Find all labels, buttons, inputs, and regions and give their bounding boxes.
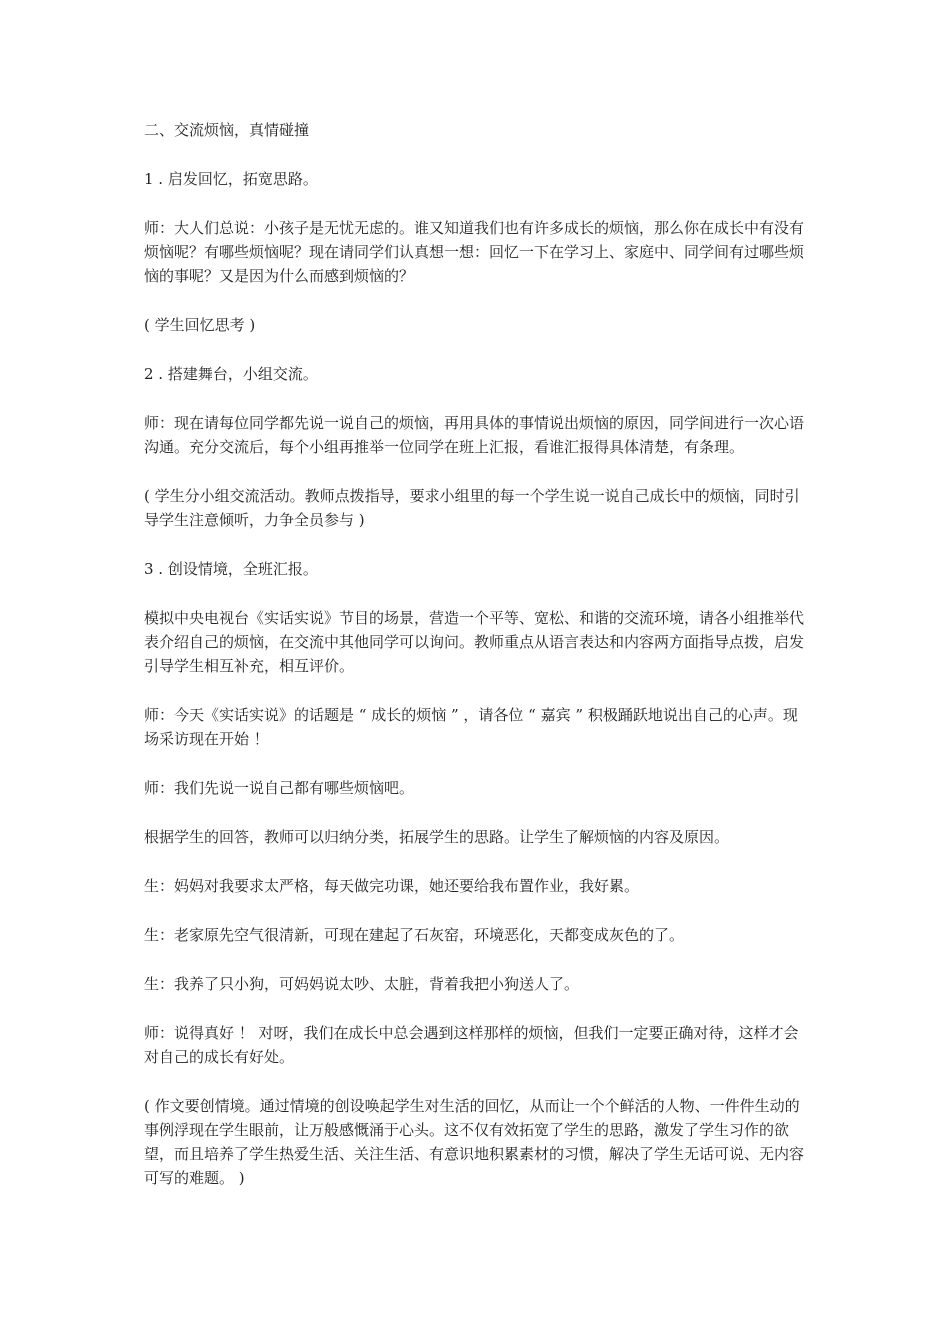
note-paragraph: ( 学生回忆思考 ) <box>144 316 256 334</box>
teacher-paragraph: 师：说得真好 ！ 对呀，我们在成长中总会遇到这样那样的烦恼，但我们一定要正确对待，这样才会对自己的成长有好处。 <box>144 1024 799 1066</box>
step-heading-1: 1 . 启发回忆，拓宽思路。 <box>144 170 318 188</box>
student-paragraph: 生：妈妈对我要求太严格，每天做完功课，她还要给我布置作业，我好累。 <box>144 877 640 895</box>
step-heading-3: 3 . 创设情境，全班汇报。 <box>144 560 318 578</box>
body-paragraph: 根据学生的回答，教师可以归纳分类，拓展学生的思路。让学生了解烦恼的内容及原因。 <box>144 828 730 846</box>
document-body <box>144 118 812 1215</box>
teacher-paragraph: 师：我们先说一说自己都有哪些烦恼吧。 <box>144 779 415 797</box>
body-paragraph: 模拟中央电视台《实话实说》节目的场景，营造一个平等、宽松、和谐的交流环境，请各小组推举代表介绍自己的烦恼，在交流中其他同学可以询问。教师重点从语言表达和内容两方面指导点拨，启发引导学生相互补充，相互评价。 <box>144 609 805 675</box>
teacher-paragraph: 师：大人们总说：小孩子是无忧无虑的。谁又知道我们也有许多成长的烦恼，那么你在成长中有没有烦恼呢？有哪些烦恼呢？现在请同学们认真想一想：回忆一下在学习上、家庭中、同学间有过哪些烦恼的事呢？又是因为什么而感到烦恼的？ <box>144 219 805 285</box>
teacher-paragraph: 师：今天《实话实说》的话题是 “ 成长的烦恼 ” ，请各位 “ 嘉宾 ” 积极踊跃地说出自己的心声。现场采访现在开始 ！ <box>144 706 798 748</box>
student-paragraph: 生：老家原先空气很清新，可现在建起了石灰窑，环境恶化，天都变成灰色的了。 <box>144 926 685 944</box>
step-heading-2: 2 . 搭建舞台，小组交流。 <box>144 365 318 383</box>
teacher-paragraph: 师：现在请每位同学都先说一说自己的烦恼，再用具体的事情说出烦恼的原因，同学间进行一次心语沟通。充分交流后，每个小组再推举一位同学在班上汇报，看谁汇报得具体清楚，有条理。 <box>144 414 805 456</box>
note-paragraph: ( 作文要创情境。通过情境的创设唤起学生对生活的回忆，从而让一个个鲜活的人物、一件件生动的事例浮现在学生眼前，让万般感慨涌于心头。这不仅有效拓宽了学生的思路，激发了学生习作的欲望，而且培养了学生热爱生活、关注生活、有意识地积累素材的习惯，解决了学生无话可说、无内容可写的难题。 ) <box>144 1097 805 1187</box>
section-heading: 二、交流烦恼，真情碰撞 <box>144 121 310 139</box>
student-paragraph: 生：我养了只小狗，可妈妈说太吵、太脏，背着我把小狗送人了。 <box>144 975 580 993</box>
note-paragraph: ( 学生分小组交流活动。教师点拨指导，要求小组里的每一个学生说一说自己成长中的烦恼，同时引导学生注意倾听，力争全员参与 ) <box>144 487 800 529</box>
